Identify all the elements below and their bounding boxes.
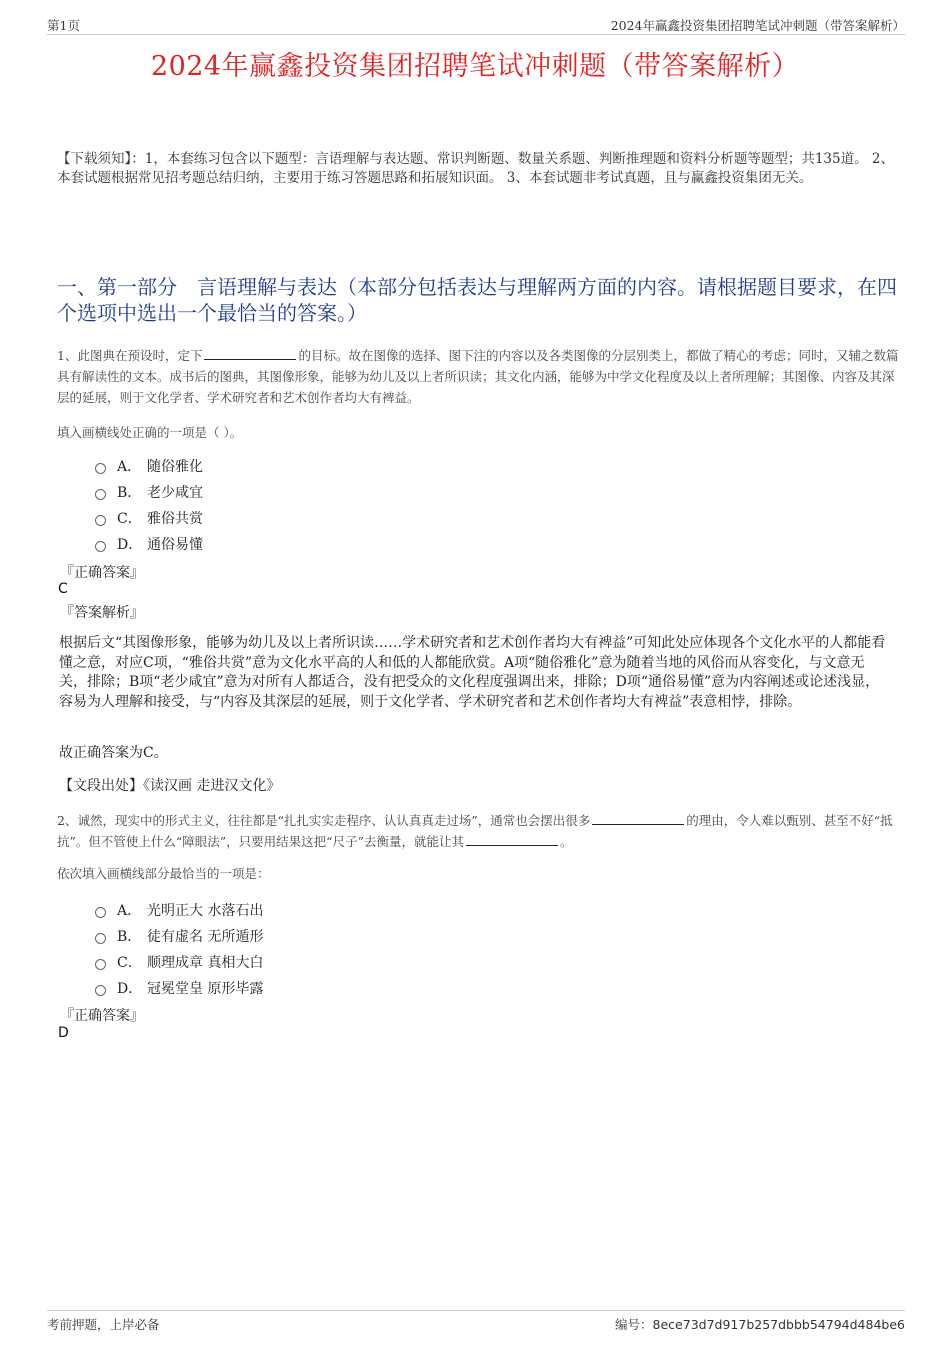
option-letter: B． [117, 929, 142, 945]
q2-stem-part2: 的理由，令人难以甄别、甚至不好“抵抗”。但不管使上什么“障眼法”，只要用结果这把“尺子”去衡量，就能让其 [57, 813, 893, 849]
q1-answer-label: 『正确答案』 [60, 565, 144, 581]
q1-analysis-label: 『答案解析』 [60, 605, 144, 621]
q2-answer-label: 『正确答案』 [60, 1008, 144, 1024]
q2-stem-part3: 。 [559, 834, 573, 849]
radio-icon[interactable] [95, 515, 106, 526]
option-text: 通俗易懂 [147, 537, 203, 553]
question-2-stem [57, 810, 902, 852]
q2-options [95, 897, 263, 1001]
q1-option-c[interactable] [95, 505, 203, 531]
q1-stem-after: 的目标。故在图像的选择、图下注的内容以及各类图像的分层别类上，都做了精心的考虑；同时，又辅之数篇具有解读性的文本。成书后的图典，其图像形象，能够为幼儿及以上者所识读；其文化内涵，能够为中学文化程度及以上者所理解；其图像、内容及其深层的延展，则于文化学者、学术研究者和艺术创作者均大有裨益。 [57, 348, 899, 405]
fill-blank [466, 833, 558, 846]
option-letter: D． [117, 537, 143, 553]
q1-options [95, 453, 203, 557]
q2-answer: D [58, 1025, 69, 1041]
footer-code-value: 8ece73d7d917b257dbbb54794d484be6 [652, 1317, 905, 1332]
q2-option-b[interactable] [95, 923, 263, 949]
option-text: 雅俗共赏 [147, 511, 203, 527]
q2-option-d[interactable] [95, 975, 263, 1001]
option-text: 徒有虚名 无所遁形 [147, 929, 264, 945]
radio-icon[interactable] [95, 907, 106, 918]
radio-icon[interactable] [95, 985, 106, 996]
option-text: 冠冕堂皇 原形毕露 [147, 981, 264, 997]
q2-option-a[interactable] [95, 897, 263, 923]
q1-analysis: 根据后文“其图像形象，能够为幼儿及以上者所识读……学术研究者和艺术创作者均大有裨益”可知此处应体现各个文化水平的人都能看懂之意，对应C项，“雅俗共赏”意为文化水平高的人和低的人都能欣赏。A项“随俗雅化”意为随着当地的风俗而从容变化，与文意无关，排除；B项“老少咸宜”意为对所有人都适合，没有把受众的文化程度强调出来，排除；D项“通俗易懂”意为内容阐述或论述浅显，容易为人理解和接受，与“内容及其深层的延展，则于文化学者、学术研究者和艺术创作者均大有裨益”表意相悖，排除。 [59, 635, 886, 710]
page-footer [47, 1310, 905, 1333]
radio-icon[interactable] [95, 541, 106, 552]
q1-option-b[interactable] [95, 479, 203, 505]
q2-option-c[interactable] [95, 949, 263, 975]
option-text: 光明正大 水落石出 [147, 903, 264, 919]
radio-icon[interactable] [95, 489, 106, 500]
document-title: 2024年赢鑫投资集团招聘笔试冲刺题（带答案解析） [150, 51, 800, 82]
option-letter: C． [117, 955, 142, 971]
fill-blank [204, 347, 296, 360]
option-letter: A． [117, 903, 142, 919]
option-letter: B． [117, 485, 142, 501]
section-title: 一、第一部分 言语理解与表达（本部分包括表达与理解两方面的内容。请根据题目要求，在四个选项中选出一个最恰当的答案。） [57, 275, 897, 325]
q1-answer: C [58, 581, 68, 597]
q1-stem-before: 1、此图典在预设时，定下 [57, 348, 203, 363]
footer-code-label: 编号： [615, 1317, 653, 1332]
q2-stem-part1: 2、诚然，现实中的形式主义，往往都是“扎扎实实走程序、认认真真走过场”，通常也会摆出很多 [57, 813, 591, 828]
page-number: 第1页 [47, 18, 80, 33]
footer-code [615, 1315, 905, 1333]
option-text: 老少咸宜 [147, 485, 203, 501]
radio-icon[interactable] [95, 933, 106, 944]
q1-conclusion: 故正确答案为C。 [59, 745, 168, 761]
footer-slogan: 考前押题，上岸必备 [47, 1317, 160, 1332]
question-1-stem [57, 345, 902, 408]
q1-option-d[interactable] [95, 531, 203, 557]
option-letter: C． [117, 511, 142, 527]
download-notice: 【下载须知】：1，本套练习包含以下题型：言语理解与表达题、常识判断题、数量关系题、判断推理题和资料分析题等题型；共135道。 2、本套试题根据常见招考题总结归纳，主要用于练习答题思路和拓展知识面。 3、本套试题非考试真题，且与赢鑫投资集团无关。 [57, 151, 894, 186]
header-doc-title: 2024年赢鑫投资集团招聘笔试冲刺题（带答案解析） [610, 18, 905, 33]
option-letter: A． [117, 459, 142, 475]
fill-blank [592, 812, 684, 825]
q2-prompt: 依次填入画横线部分最恰当的一项是： [57, 866, 270, 881]
option-text: 顺理成章 真相大白 [147, 955, 264, 971]
q1-prompt: 填入画横线处正确的一项是（ ）。 [57, 425, 243, 440]
q1-option-a[interactable] [95, 453, 203, 479]
page-header [47, 14, 905, 35]
radio-icon[interactable] [95, 959, 106, 970]
option-text: 随俗雅化 [147, 459, 203, 475]
q1-source: 【文段出处】《读汉画 走进汉文化》 [59, 778, 281, 794]
option-letter: D． [117, 981, 143, 997]
radio-icon[interactable] [95, 463, 106, 474]
